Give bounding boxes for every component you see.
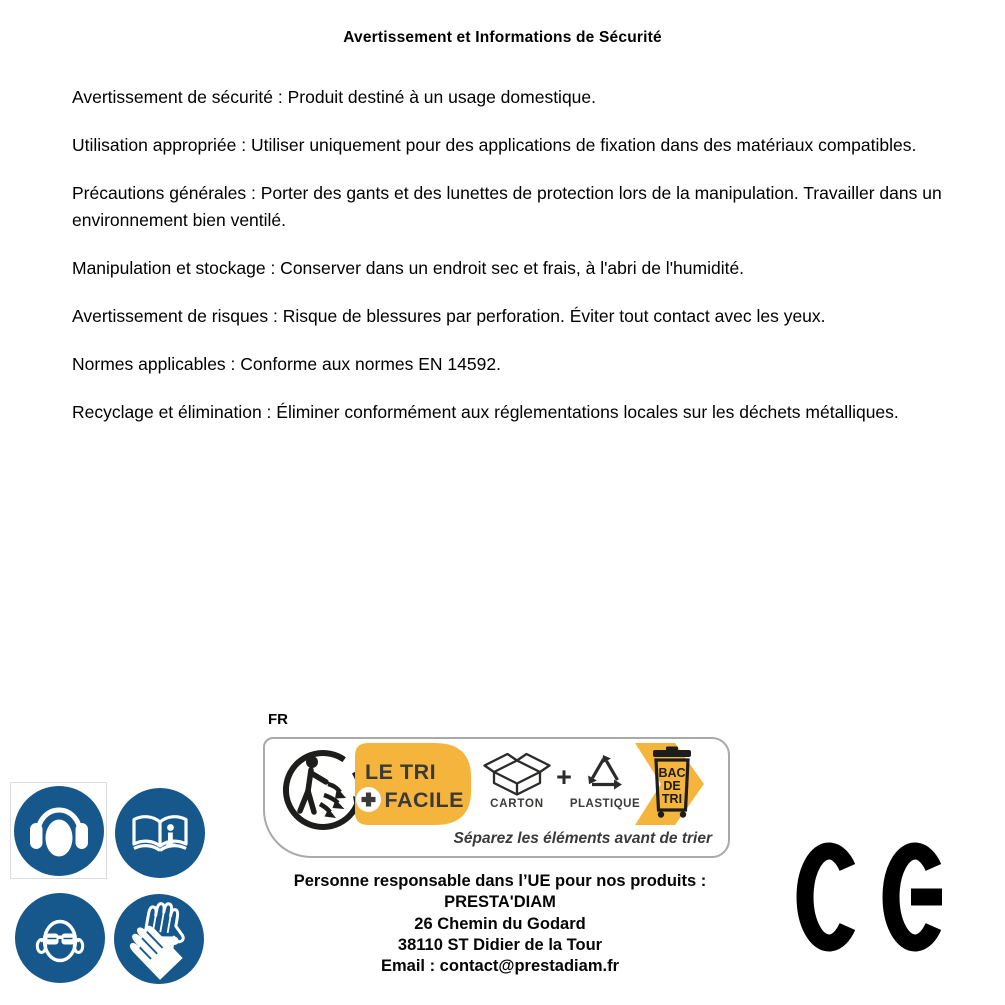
wear-eye-protection-icon	[14, 892, 106, 984]
infotri-headline-line2: FACILE	[384, 788, 464, 812]
contact-email: Email : contact@prestadiam.fr	[381, 957, 619, 976]
infotri-graphic	[263, 737, 730, 858]
bin-text-line2: DE	[663, 779, 681, 793]
infotri-tagline: Séparez les éléments avant de trier	[453, 830, 712, 847]
recycling-triangle-icon	[588, 755, 622, 790]
bin-text-line1: BAC	[658, 766, 686, 780]
paragraph-safety-warning: Avertissement de sécurité : Produit destiné à un usage domestique.	[72, 87, 597, 107]
infotri-sorting-label	[263, 737, 730, 858]
materials-plus-sign: +	[556, 762, 572, 792]
ce-marking-logo	[796, 840, 948, 952]
responsible-person-block	[230, 871, 770, 977]
paragraph-recycling-disposal: Recyclage et élimination : Éliminer conformément aux réglementations locales sur les déchets métalliques.	[72, 402, 899, 422]
paragraph-handling-storage: Manipulation et stockage : Conserver dans un endroit sec et frais, à l'abri de l'humidité.	[72, 258, 745, 278]
paragraph-applicable-standards: Normes applicables : Conforme aux normes EN 14592.	[72, 354, 501, 374]
infotri-yellow-banner	[355, 743, 471, 825]
wear-protective-gloves-icon	[113, 893, 205, 985]
contact-city: 38110 ST Didier de la Tour	[397, 935, 603, 954]
contact-heading: Personne responsable dans l’UE pour nos produits :	[293, 872, 707, 890]
material-label-plastique: PLASTIQUE	[569, 798, 641, 810]
read-instruction-manual-icon	[114, 787, 206, 879]
paragraph-risk-warning: Avertissement de risques : Risque de blessures par perforation. Éviter tout contact avec les yeux.	[72, 306, 826, 326]
material-label-carton: CARTON	[490, 798, 544, 810]
cardboard-box-icon	[485, 754, 550, 795]
contact-street: 26 Chemin du Godard	[414, 914, 586, 933]
country-code-label: FR	[268, 711, 288, 728]
triman-icon	[286, 753, 365, 827]
safety-paragraphs	[72, 84, 944, 447]
bin-text-line3: TRI	[661, 792, 683, 806]
paragraph-general-precautions: Précautions générales : Porter des gants et des lunettes de protection lors de la manipulation. Travailler dans un environnement bien ventilé.	[72, 183, 942, 230]
infotri-headline-line1: LE TRI	[365, 760, 437, 784]
wear-ear-protection-icon	[13, 785, 105, 877]
contact-company: PRESTA'DIAM	[444, 893, 556, 912]
paragraph-appropriate-use: Utilisation appropriée : Utiliser uniquement pour des applications de fixation dans des matériaux compatibles.	[72, 135, 917, 155]
page-title: Avertissement et Informations de Sécurité	[343, 29, 662, 46]
